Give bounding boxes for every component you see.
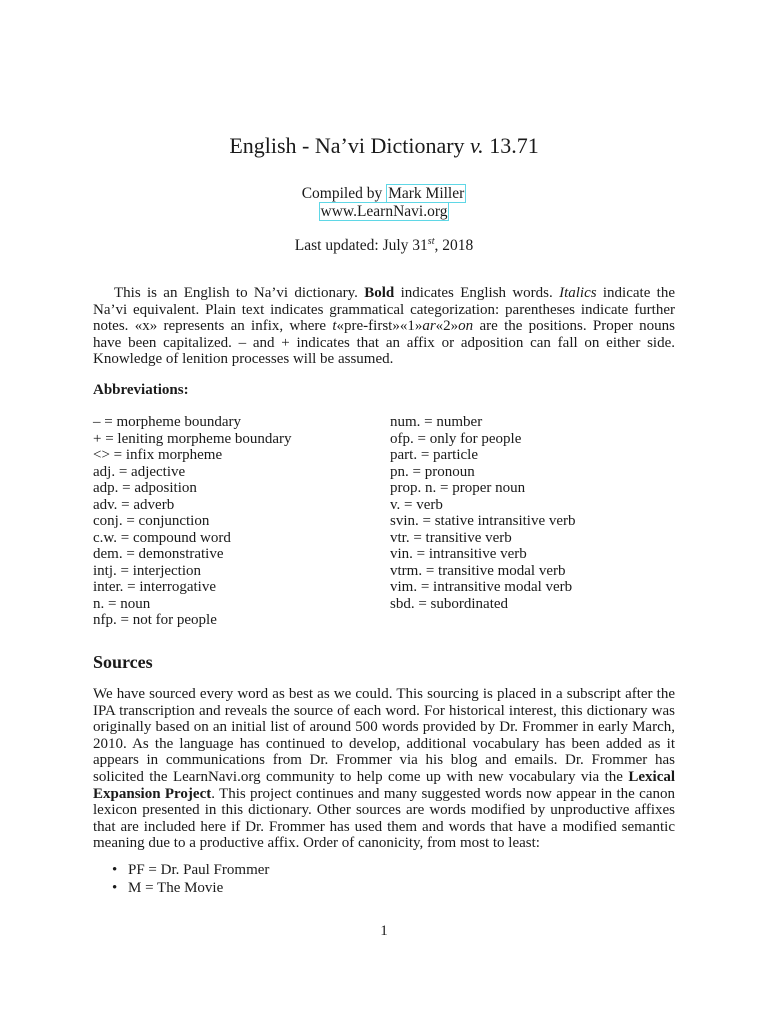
abbreviation-item: adj. = adjective — [93, 463, 186, 480]
sources-heading: Sources — [93, 652, 153, 672]
lexical-expansion-project: Lexical Expansion Project — [93, 768, 676, 802]
abbreviation-item: vim. = intransitive modal verb — [390, 579, 573, 595]
abbreviation-item: + = leniting morpheme boundary — [93, 430, 292, 447]
page-number: 1 — [380, 923, 388, 939]
intro-bold-word: Bold — [364, 285, 395, 301]
document-title — [0, 132, 768, 160]
abbreviation-item: v. = verb — [390, 496, 443, 513]
infix-2: «2» — [435, 318, 459, 335]
abbreviation-item: vtrm. = transitive modal verb — [390, 562, 566, 579]
list-item: • PF = Dr. Paul Frommer — [110, 861, 269, 879]
abbreviation-item: sbd. = subordinated — [390, 595, 509, 612]
updated-prefix: Last updated: July 31 — [294, 237, 428, 255]
updated-sup: st — [427, 236, 435, 247]
abbreviation-item: part. = particle — [390, 447, 479, 463]
intro-s3: indicate the Na’vi equivalent. Plain text indicates grammatical categorization: parentheses indicate further notes. «x» represents an infix, where — [93, 285, 676, 335]
intro-italics-word: Italics — [559, 285, 597, 301]
abbreviation-item: – = morpheme boundary — [93, 414, 242, 430]
abbreviation-item: c.w. = compound word — [93, 529, 231, 546]
abbreviation-item: svin. = stative intransitive verb — [390, 513, 576, 529]
infix-ar: ar — [422, 318, 436, 335]
abbreviation-item: n. = noun — [93, 595, 151, 612]
abbreviation-item: nfp. = not for people — [93, 612, 217, 628]
infix-on: on — [458, 318, 474, 335]
sources-p2: . This project continues and many suggested words now appear in the canon lexicon presented in this dictionary. Other sources are words modified by unproductive affixes that are included here if Dr. Frommer has used them and words that have a modified semantic meaning due to a productive affix. Order of canonicity, from most to least: — [93, 785, 675, 852]
title-text: English - Na’vi Dictionary — [229, 133, 465, 158]
abbreviation-item: num. = number — [390, 414, 483, 430]
sources-paragraph — [93, 686, 675, 852]
abbreviations-right-column — [390, 414, 576, 612]
abbreviations-left-column — [93, 414, 292, 629]
intro-paragraph — [93, 285, 675, 368]
infix-t: t — [332, 318, 337, 335]
author-link[interactable]: Mark Miller — [388, 185, 465, 202]
website-link[interactable]: www.LearnNavi.org — [320, 203, 448, 220]
abbreviation-item: intj. = interjection — [93, 562, 202, 579]
last-updated — [0, 233, 768, 255]
abbreviation-item: adp. = adposition — [93, 480, 197, 496]
intro-s1: This is an English to Na’vi dictionary. — [114, 285, 358, 301]
canonicity-list — [110, 861, 269, 897]
abbreviation-item: inter. = interrogative — [93, 579, 217, 595]
compiled-prefix: Compiled by — [301, 185, 383, 202]
abbreviation-item: vin. = intransitive verb — [390, 546, 527, 562]
abbreviation-item: vtr. = transitive verb — [390, 529, 512, 546]
sources-p1: We have sourced every word as best as we could. This sourcing is placed in a subscript after the IPA transcription and reveals the source of each word. For historical interest, this dictionary was originally based on an initial list of around 500 words provided by Dr. Frommer in early March, 2010. As the language has continued to develop, additional vocabulary has been added as it appears in communications from Dr. Frommer via his blog and emails. Dr. Frommer has solicited the LearnNavi.org community to help come up with new vocabulary via the — [93, 686, 675, 785]
abbreviation-item: pn. = pronoun — [390, 463, 475, 480]
intro-s2: indicates English words. — [400, 285, 553, 301]
abbreviation-item: ofp. = only for people — [390, 430, 522, 447]
abbreviation-item: dem. = demonstrative — [93, 546, 224, 562]
list-item: • M = The Movie — [110, 879, 269, 897]
version-number: 13.71 — [489, 133, 539, 158]
infix-1: «pre-first»«1» — [336, 318, 423, 335]
compiled-by-block — [0, 185, 768, 220]
version-prefix: v. — [470, 133, 484, 158]
updated-year: , 2018 — [434, 237, 474, 255]
abbreviations-heading: Abbreviations: — [93, 382, 189, 398]
abbreviation-item: <> = infix morpheme — [93, 447, 223, 463]
abbreviation-item: conj. = conjunction — [93, 513, 210, 529]
intro-s4: are the positions. Proper nouns have been capitalized. – and + indicates that an affix or adposition can fall on either side. Knowledge of lenition processes will be assumed. — [93, 318, 676, 368]
abbreviation-item: prop. n. = proper noun — [390, 480, 526, 496]
abbreviation-item: adv. = adverb — [93, 496, 175, 513]
